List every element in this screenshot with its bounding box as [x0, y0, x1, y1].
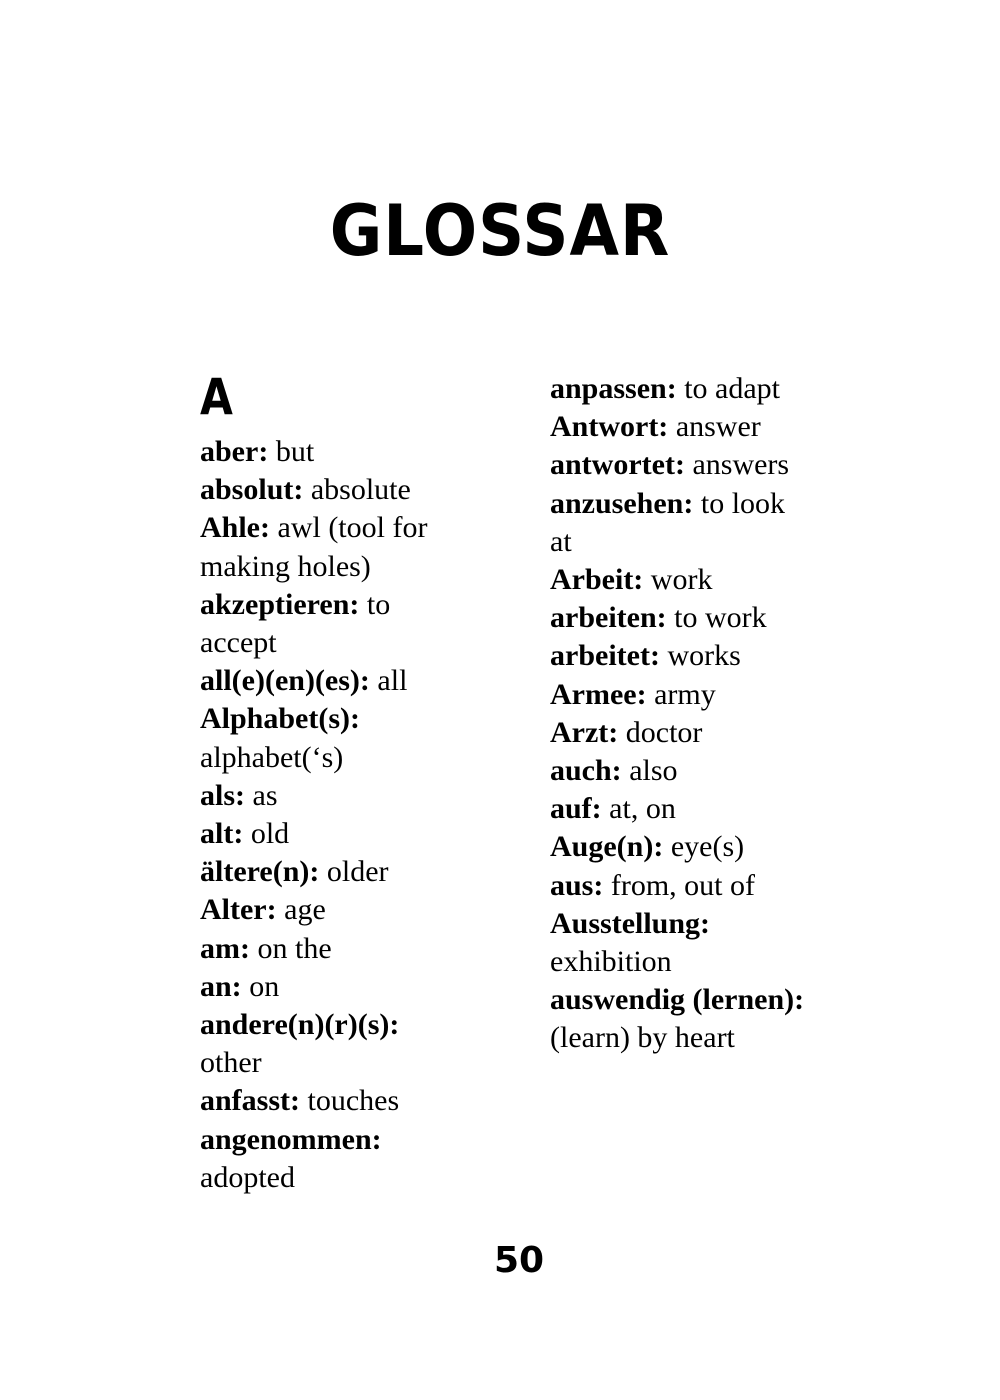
- entry-term: Alphabet(s):: [200, 702, 361, 736]
- entry-term: aus:: [550, 868, 604, 902]
- glossary-entry: [200, 930, 460, 968]
- entry-term: angenommen:: [200, 1122, 382, 1156]
- entry-definition: as: [245, 778, 278, 812]
- glossary-entry: [550, 561, 810, 599]
- entry-definition: doctor: [618, 715, 703, 749]
- entry-definition: alphabet(‘s): [200, 740, 344, 774]
- glossary-entry: [200, 815, 460, 853]
- entry-term: anzusehen:: [550, 486, 694, 520]
- entry-definition: age: [276, 893, 326, 927]
- entry-definition: to accept: [200, 587, 391, 660]
- glossary-entry: [200, 891, 460, 929]
- entry-term: Arzt:: [550, 715, 619, 749]
- entry-term: Armee:: [550, 677, 647, 711]
- section-letter: A: [200, 368, 233, 426]
- glossary-entry: [200, 471, 460, 509]
- entry-term: Alter:: [200, 893, 277, 927]
- glossary-entry: [550, 637, 810, 675]
- page-number: 50: [493, 1240, 545, 1281]
- glossary-entry: [200, 1082, 460, 1120]
- entry-definition: answer: [668, 410, 761, 444]
- entry-term: akzeptieren:: [200, 587, 360, 621]
- entry-definition: at, on: [601, 792, 676, 826]
- entry-definition: also: [621, 754, 678, 788]
- entry-definition: from, out of: [603, 868, 755, 902]
- glossary-entry: [200, 853, 460, 891]
- entry-definition: eye(s): [663, 830, 745, 864]
- glossary-entry: [550, 790, 810, 828]
- entry-term: Ausstellung:: [550, 906, 711, 940]
- glossary-entry: [200, 777, 460, 815]
- entry-term: all(e)(en)(es):: [200, 664, 370, 698]
- entry-term: alt:: [200, 817, 244, 851]
- entry-definition: old: [243, 817, 290, 851]
- entry-term: antwortet:: [550, 448, 685, 482]
- glossary-entry: [550, 905, 810, 981]
- entry-term: auch:: [550, 754, 622, 788]
- glossary-entry: [550, 408, 810, 446]
- entry-term: ältere(n):: [200, 855, 320, 889]
- entry-definition: exhibition: [550, 945, 672, 979]
- entry-definition: awl (tool for making holes): [200, 511, 428, 583]
- entry-term: Antwort:: [550, 410, 669, 444]
- glossary-entry: [550, 714, 810, 752]
- glossary-entry: [200, 662, 460, 700]
- entry-term: andere(n)(r)(s):: [200, 1008, 400, 1042]
- entry-definition: to look at: [550, 486, 786, 558]
- entry-definition: to work: [666, 601, 767, 635]
- entry-definition: on: [241, 969, 280, 1003]
- entry-term: Ahle:: [200, 511, 270, 545]
- glossary-entry: [200, 700, 460, 776]
- entry-definition: works: [659, 639, 741, 673]
- glossary-entry: [200, 1121, 460, 1197]
- entry-definition: to adapt: [676, 372, 781, 405]
- entry-term: Arbeit:: [550, 563, 644, 597]
- entry-term: an:: [200, 969, 242, 1003]
- entry-term: aber:: [200, 435, 269, 468]
- glossary-entry: [550, 485, 810, 561]
- entry-term: anpassen:: [550, 372, 677, 405]
- glossary-entry: [550, 752, 810, 790]
- glossary-entry: [550, 370, 810, 408]
- entry-term: absolut:: [200, 473, 304, 507]
- glossary-entry: [200, 509, 460, 585]
- entry-definition: older: [319, 855, 389, 889]
- entry-term: auf:: [550, 792, 602, 826]
- entry-definition: all: [369, 664, 408, 698]
- entry-term: arbeitet:: [550, 639, 660, 673]
- glossary-entry: [200, 1006, 460, 1082]
- entry-term: Auge(n):: [550, 830, 664, 864]
- entry-definition: on the: [249, 931, 332, 965]
- glossary-entry: [200, 968, 460, 1006]
- glossary-entry: [550, 981, 810, 1057]
- glossary-entry: [550, 676, 810, 714]
- glossary-entry: [200, 433, 460, 471]
- entry-definition: other: [200, 1046, 262, 1080]
- glossary-entry: [550, 446, 810, 484]
- page-title: GLOSSAR: [329, 191, 671, 273]
- entry-definition: answers: [684, 448, 790, 482]
- entry-definition: touches: [300, 1084, 400, 1118]
- entry-definition: absolute: [303, 473, 411, 507]
- glossary-column-left: [200, 433, 460, 1197]
- entry-definition: adopted: [200, 1160, 295, 1194]
- glossary-entry: [550, 867, 810, 905]
- entry-term: arbeiten:: [550, 601, 667, 635]
- entry-term: auswendig (lernen):: [550, 983, 805, 1017]
- entry-definition: work: [643, 563, 713, 597]
- entry-definition: (learn) by heart: [550, 1021, 735, 1055]
- entry-term: am:: [200, 931, 250, 965]
- entry-term: anfasst:: [200, 1084, 301, 1118]
- entry-definition: but: [268, 435, 315, 468]
- entry-definition: army: [646, 677, 716, 711]
- glossary-column-right: [550, 370, 810, 1058]
- glossary-entry: [200, 586, 460, 662]
- glossary-entry: [550, 599, 810, 637]
- entry-term: als:: [200, 778, 245, 812]
- glossary-entry: [550, 828, 810, 866]
